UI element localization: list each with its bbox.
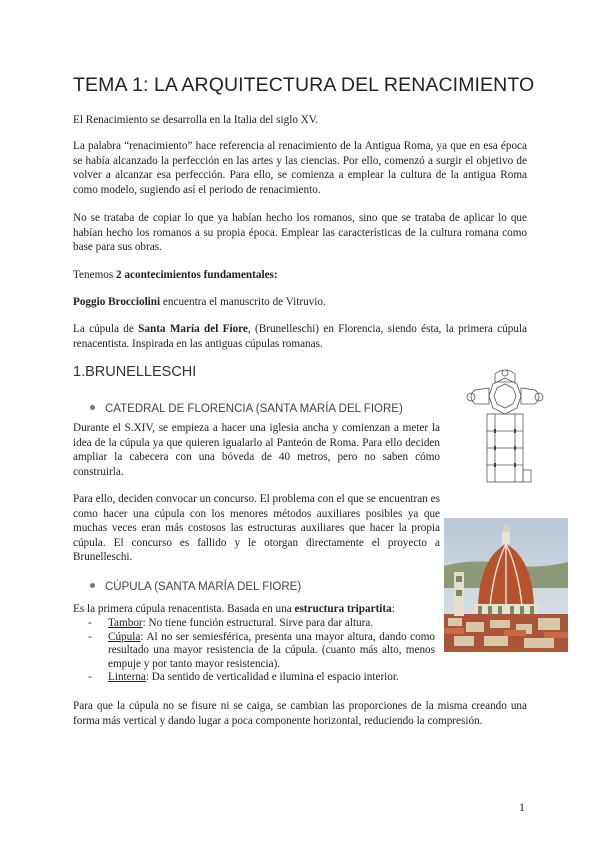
paragraph-proporciones: Para que la cúpula no se fisure ni se caiga, se cambian las proporciones de la misma creando una forma más vertical y dando lugar a poca componente horizontal, reduciendo la compresión. bbox=[73, 700, 527, 727]
tripartita-suffix: : bbox=[391, 603, 395, 615]
bullet-cupula-label: CÚPULA (SANTA MARÍA DEL FIORE) bbox=[105, 581, 302, 593]
bullet-dot-icon bbox=[90, 405, 95, 410]
poggio-text: encuentra el manuscrito de Vitruvio. bbox=[160, 296, 326, 308]
intro-paragraph: El Renacimiento se desarrolla en la Italia del siglo XV. bbox=[73, 114, 319, 126]
cupula-intro-prefix: La cúpula de bbox=[73, 323, 139, 335]
list-term: Cúpula bbox=[108, 630, 141, 643]
list-text: : Da sentido de verticalidad e ilumina el espacio interior. bbox=[145, 671, 399, 684]
bullet-cupula bbox=[90, 581, 301, 593]
list-text: : No tiene función estructural. Sirve para dar altura. bbox=[142, 617, 374, 629]
cupula-intro-bold: Santa María del Fiore bbox=[138, 323, 248, 335]
cathedral-floor-plan-image bbox=[455, 368, 555, 488]
tripartita-bold: estructura tripartita bbox=[294, 603, 392, 615]
paragraph-concurso: Para ello, deciden convocar un concurso. El problema con el que se encuentran es como hacer una cúpula con los menores métodos auxiliares posibles ya que muchas veces eran más costosos las estructuras auxiliares que hacer la propia cúpula. El concurso es fallido y le otorgan directamente el proyecto a Brunelleschi. bbox=[73, 493, 440, 564]
paragraph-renacimiento: La palabra “renacimiento” hace referencia al renacimiento de la Antigua Roma, ya que en esa época se había alcanzado la perfección en las artes y las ciencias. Por ello, comenzó a surgir el objetivo de volver a alcanzar esa perfección. Para ello, se comienza a emplear la cultura de la antigua Roma como modelo, sugiendo así el periodo de renacimiento. bbox=[73, 140, 527, 196]
bullet-dot-icon bbox=[90, 583, 95, 588]
list-term: Tambor bbox=[108, 617, 143, 629]
list-dash: - bbox=[88, 671, 92, 684]
paragraph-romanos: No se trataba de copiar lo que ya habían hecho los romanos, sino que se trataba de aplicar lo que habían hecho los romanos a su propia época. Emplear las características de la cultura romana como base para sus obras. bbox=[73, 212, 527, 254]
section-heading: 1.BRUNELLESCHI bbox=[73, 364, 197, 380]
acontecimientos-prefix: Tenemos bbox=[73, 269, 117, 281]
list-dash: - bbox=[88, 630, 92, 643]
page-number: 1 bbox=[519, 800, 525, 814]
bullet-catedral bbox=[90, 403, 403, 415]
cathedral-dome-photo bbox=[444, 518, 568, 652]
list-item bbox=[73, 671, 435, 685]
list-dash: - bbox=[88, 617, 92, 629]
paragraph-poggio bbox=[73, 295, 527, 310]
page-title: TEMA 1: LA ARQUITECTURA DEL RENACIMIENTO bbox=[73, 74, 535, 96]
paragraph-acontecimientos bbox=[73, 268, 527, 283]
paragraph-cupula-intro bbox=[73, 322, 527, 351]
acontecimientos-bold: 2 acontecimientos fundamentales: bbox=[116, 269, 278, 281]
poggio-name: Poggio Brocciolini bbox=[73, 296, 161, 308]
list-item bbox=[73, 617, 435, 631]
tripartita-prefix: Es la primera cúpula renacentista. Basada en una bbox=[73, 603, 295, 615]
paragraph-tripartita bbox=[73, 602, 435, 617]
structure-list bbox=[73, 617, 435, 685]
paragraph-siglo-xiv: Durante el S.XIV, se empieza a hacer una iglesia ancha y comienzan a meter la idea de la cúpula ya que quieren igualarlo al Panteón de Roma. Para ello deciden ampliar la cabecera con una bóveda de 40 metros, pero no saben cómo construirla. bbox=[73, 422, 440, 478]
list-term: Linterna bbox=[108, 671, 146, 684]
list-item bbox=[73, 631, 435, 672]
list-text: : Al no ser semiesférica, presenta una mayor altura, dando como resultado una mayor resistencia de la cúpula. (cuanto más alto, menos empuje y por tanto mayor resistencia). bbox=[108, 630, 435, 670]
cupula-intro-rest: , (Brunelleschi) en Florencia, siendo ésta, la primera cúpula renacentista. Inspirada en las antiguas cúpulas romanas. bbox=[73, 323, 527, 350]
bullet-catedral-label: CATEDRAL DE FLORENCIA (SANTA MARÍA DEL FIORE) bbox=[105, 403, 403, 415]
